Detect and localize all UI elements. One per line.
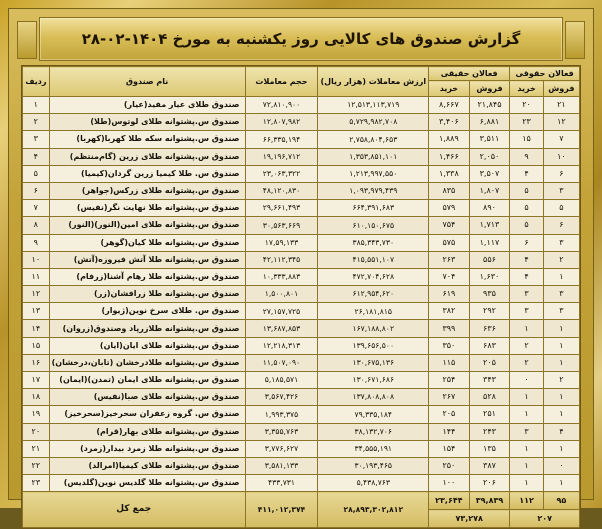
cell-volume: ۲۷,۱۵۷,۷۲۵: [245, 303, 318, 320]
cell-buy-real: ۶۱۹: [429, 286, 470, 303]
cell-volume: ۴۲,۱۱۲,۳۴۵: [245, 251, 318, 268]
cell-buy-legal: ۰: [510, 372, 543, 389]
table-group-header-row: [23, 67, 580, 81]
footer-total-label: جمع کل: [23, 492, 246, 528]
cell-row-no: ۲: [23, 114, 50, 131]
funds-table-wrapper: [21, 65, 581, 529]
cell-volume: ۵,۱۸۵,۵۷۱: [245, 372, 318, 389]
cell-sell-real: ۱,۱۱۷: [469, 234, 510, 251]
table-row: [23, 440, 580, 457]
cell-fund-name: صندوق س.پشتوانه طلا زمرد بیدار(زمرد): [49, 440, 245, 457]
cell-buy-real: ۱,۴۶۶: [429, 148, 470, 165]
table-row: [23, 320, 580, 337]
table-row: [23, 251, 580, 268]
cell-row-no: ۳: [23, 131, 50, 148]
cell-fund-name: صندوق س.پشتوانه طلای زرین (گام‌منتظم): [49, 148, 245, 165]
cell-volume: ۱۲,۸۰۷,۹۸۲: [245, 114, 318, 131]
cell-value: ۲,۷۵۸,۸۰۴,۶۵۳: [318, 131, 429, 148]
cell-row-no: ۲۰: [23, 423, 50, 440]
cell-value: ۳۸,۱۳۲,۷۰۶: [318, 423, 429, 440]
cell-sell-legal: ۱: [543, 440, 579, 457]
cell-volume: ۳,۳۵۵,۷۶۳: [245, 423, 318, 440]
cell-volume: ۱۱,۵۰۷,۰۹۰: [245, 354, 318, 371]
cell-sell-legal: ۱: [543, 320, 579, 337]
cell-sell-legal: ۷: [543, 131, 579, 148]
cell-sell-real: ۸۹۰: [469, 200, 510, 217]
cell-row-no: ۱۳: [23, 303, 50, 320]
cell-fund-name: صندوق س.پشتوانه طلادرخشان (تابان،درخشان): [49, 354, 245, 371]
cell-sell-real: ۳,۵۱۱: [469, 131, 510, 148]
cell-buy-legal: ۲: [510, 337, 543, 354]
cell-buy-legal: ۱: [510, 475, 543, 492]
cell-sell-legal: ۱: [543, 389, 579, 406]
cell-row-no: ۲۱: [23, 440, 50, 457]
cell-buy-real: ۱۰۰: [429, 475, 470, 492]
cell-row-no: ۱۶: [23, 354, 50, 371]
cell-buy-real: ۸۳۵: [429, 182, 470, 199]
cell-volume: ۴۳۳,۷۳۱: [245, 475, 318, 492]
cell-value: ۲۶,۱۸۱,۸۱۵: [318, 303, 429, 320]
footer-legal-total: ۲۰۷: [510, 510, 580, 528]
cell-fund-name: صندوق س. طلا کیمیا زرین گردان(کیمیا): [49, 165, 245, 182]
cell-fund-name: صندوق س.پشتوانه طلا زرافشان(زر): [49, 286, 245, 303]
cell-volume: ۲۹,۶۶۱,۴۹۳: [245, 200, 318, 217]
cell-sell-real: ۲۹۲: [469, 303, 510, 320]
cell-sell-real: ۳,۵۰۷: [469, 165, 510, 182]
cell-sell-legal: ۶: [543, 217, 579, 234]
cell-sell-real: ۵۲۸: [469, 389, 510, 406]
cell-row-no: ۵: [23, 165, 50, 182]
cell-buy-legal: ۱: [510, 320, 543, 337]
cell-value: ۱۳۰,۶۷۵,۱۳۶: [318, 354, 429, 371]
cell-buy-legal: ۳: [510, 423, 543, 440]
cell-buy-real: ۵۷۹: [429, 200, 470, 217]
cell-fund-name: صندوق س.پشتوانه سکه طلا کهربا(کهربا): [49, 131, 245, 148]
table-row: [23, 475, 580, 492]
header-sell-real: فروش: [469, 81, 510, 97]
cell-buy-legal: ۳: [510, 286, 543, 303]
cell-buy-legal: ۵: [510, 200, 543, 217]
cell-fund-name: صندوق س.پشتوانه طلازرپاد وصندوق(زروان): [49, 320, 245, 337]
header-buy-real: خرید: [429, 81, 470, 97]
table-row: [23, 148, 580, 165]
cell-fund-name: صندوق س.پشتوانه طلای صبا(نفیس): [49, 389, 245, 406]
cell-fund-name: صندوق س. طلای سرخ نوین(ژیوار): [49, 303, 245, 320]
cell-buy-real: ۲۶۷: [429, 389, 470, 406]
cell-sell-real: ۱,۷۱۳: [469, 217, 510, 234]
cell-value: ۱۳۷,۸۰۸,۸۰۸: [318, 389, 429, 406]
cell-fund-name: صندوق س.پشتوانه طلا رهام آشنا(زرفام): [49, 268, 245, 285]
table-row: [23, 303, 580, 320]
cell-fund-name: صندوق س.پشتوانه طلای لوتوس(طلا): [49, 114, 245, 131]
cell-fund-name: صندوق س.پشتوانه طلا نهایت نگر(نفیس): [49, 200, 245, 217]
table-row: [23, 114, 580, 131]
group-real: فعالان حقیقی: [429, 67, 510, 81]
cell-sell-legal: ۱: [543, 406, 579, 423]
table-row: [23, 268, 580, 285]
table-row: [23, 337, 580, 354]
ribbon-notch-left: [17, 21, 37, 59]
cell-value: ۶۶۴,۳۹۱,۶۸۳: [318, 200, 429, 217]
cell-sell-real: ۶۸۳: [469, 337, 510, 354]
cell-value: ۵,۷۲۹,۹۸۲,۷۰۸: [318, 114, 429, 131]
cell-sell-real: ۲۱,۸۴۵: [469, 97, 510, 114]
table-head: [23, 67, 580, 97]
table-row: [23, 217, 580, 234]
cell-sell-real: ۳۴۳: [469, 372, 510, 389]
cell-value: ۴۱۵,۵۵۱,۱۰۷: [318, 251, 429, 268]
cell-buy-legal: ۲: [510, 354, 543, 371]
cell-row-no: ۱: [23, 97, 50, 114]
group-legal: فعالان حقوقی: [510, 67, 580, 81]
cell-buy-legal: ۱: [510, 389, 543, 406]
cell-sell-legal: ۱: [543, 337, 579, 354]
cell-volume: ۳,۷۷۶,۶۲۷: [245, 440, 318, 457]
table-row: [23, 372, 580, 389]
cell-buy-real: ۲۵۴: [429, 372, 470, 389]
footer-sell-real: ۳۹,۸۳۹: [469, 492, 510, 510]
cell-buy-real: ۳۹۹: [429, 320, 470, 337]
cell-fund-name: صندوق س.پشتوانه طلای امین(النور)(النور): [49, 217, 245, 234]
cell-buy-real: ۳,۴۰۶: [429, 114, 470, 131]
cell-buy-real: ۳۵۰: [429, 337, 470, 354]
table-row: [23, 165, 580, 182]
cell-volume: ۳۰,۵۶۳,۶۶۹: [245, 217, 318, 234]
cell-buy-real: ۱,۸۸۹: [429, 131, 470, 148]
footer-buy-real: ۲۳,۶۴۴: [429, 492, 470, 510]
table-row: [23, 423, 580, 440]
cell-sell-real: ۲۰۶: [469, 475, 510, 492]
header-volume: حجم معاملات: [245, 67, 318, 97]
cell-sell-legal: ۲: [543, 251, 579, 268]
footer-value: ۲۸,۸۹۳,۳۰۲,۸۱۲: [318, 492, 429, 528]
cell-sell-real: ۶,۸۸۱: [469, 114, 510, 131]
cell-fund-name: صندوق س.پشتوانه طلا کیان(گوهر): [49, 234, 245, 251]
cell-row-no: ۱۰: [23, 251, 50, 268]
cell-sell-legal: ۴: [543, 423, 579, 440]
cell-fund-name: صندوق س.پشتوانه طلا آتش فیروزه(آتش): [49, 251, 245, 268]
cell-volume: ۲۳,۰۶۳,۳۲۲: [245, 165, 318, 182]
cell-buy-legal: ۱: [510, 457, 543, 474]
cell-row-no: ۹: [23, 234, 50, 251]
cell-value: ۳۸۵,۳۴۳,۷۳۰: [318, 234, 429, 251]
cell-row-no: ۱۱: [23, 268, 50, 285]
cell-sell-legal: ۳: [543, 286, 579, 303]
cell-buy-legal: ۴: [510, 165, 543, 182]
cell-volume: ۱۹,۱۹۶,۷۱۲: [245, 148, 318, 165]
cell-buy-legal: ۱: [510, 440, 543, 457]
cell-buy-real: ۷۵۴: [429, 217, 470, 234]
cell-buy-real: ۲۵۰: [429, 457, 470, 474]
cell-fund-name: صندوق س.پشتوانه طلای زرکس(جواهر): [49, 182, 245, 199]
cell-buy-real: ۱,۳۳۸: [429, 165, 470, 182]
cell-sell-legal: ۲۱: [543, 97, 579, 114]
ribbon-body: [39, 17, 563, 61]
table-row: [23, 457, 580, 474]
table-row: [23, 131, 580, 148]
cell-value: ۷۹,۳۳۵,۱۸۴: [318, 406, 429, 423]
cell-fund-name: صندوق س.پشتوانه طلای بهار(قرام): [49, 423, 245, 440]
cell-volume: ۱۷,۵۹,۱۳۳: [245, 234, 318, 251]
cell-row-no: ۱۴: [23, 320, 50, 337]
cell-value: ۶۱۰,۱۵۰,۶۷۵: [318, 217, 429, 234]
report-frame: [8, 8, 594, 523]
cell-sell-legal: ۳: [543, 303, 579, 320]
cell-sell-legal: ۱۰: [543, 148, 579, 165]
cell-buy-legal: ۱: [510, 406, 543, 423]
cell-sell-legal: ۱: [543, 354, 579, 371]
cell-sell-legal: ۱: [543, 475, 579, 492]
cell-buy-real: ۲۶۳: [429, 251, 470, 268]
cell-value: ۱۳۰,۶۷۱,۶۸۶: [318, 372, 429, 389]
cell-sell-real: ۱,۸۰۷: [469, 182, 510, 199]
cell-row-no: ۱۵: [23, 337, 50, 354]
cell-buy-legal: ۱۵: [510, 131, 543, 148]
cell-row-no: ۱۲: [23, 286, 50, 303]
cell-volume: ۱,۹۹۳,۳۷۵: [245, 406, 318, 423]
cell-volume: ۳,۵۶۷,۴۲۶: [245, 389, 318, 406]
cell-buy-legal: ۲۳: [510, 114, 543, 131]
cell-buy-legal: ۵: [510, 182, 543, 199]
cell-buy-real: ۵۷۵: [429, 234, 470, 251]
cell-buy-legal: ۳: [510, 303, 543, 320]
cell-sell-real: ۲۵۱: [469, 406, 510, 423]
cell-buy-real: ۱۵۴: [429, 440, 470, 457]
cell-value: ۴۷۲,۷۰۴,۶۲۸: [318, 268, 429, 285]
cell-buy-legal: ۶: [510, 234, 543, 251]
cell-sell-legal: ۱۲: [543, 114, 579, 131]
cell-sell-real: ۳۸۷: [469, 457, 510, 474]
header-row-no: ردیف: [23, 67, 50, 97]
table-row: [23, 286, 580, 303]
cell-fund-name: صندوق س.پشتوانه طلای ایان(ایان): [49, 337, 245, 354]
cell-value: ۶۱۲,۹۵۴,۶۲۰: [318, 286, 429, 303]
header-buy-legal: خرید: [510, 81, 543, 97]
cell-row-no: ۱۷: [23, 372, 50, 389]
cell-value: ۱,۲۱۳,۹۹۷,۵۵۰: [318, 165, 429, 182]
table-foot: [23, 492, 580, 528]
header-sell-legal: فروش: [543, 81, 579, 97]
cell-buy-legal: ۵: [510, 217, 543, 234]
cell-sell-real: ۲۰۵: [469, 354, 510, 371]
cell-row-no: ۲۳: [23, 475, 50, 492]
table-row: [23, 200, 580, 217]
cell-buy-real: ۷۰۴: [429, 268, 470, 285]
cell-fund-name: صندوق س.پشتوانه طلا گلدیس نوین(گلدیس): [49, 475, 245, 492]
cell-fund-name: صندوق طلای عیار مفید(عیار): [49, 97, 245, 114]
cell-buy-real: ۳۸۲: [429, 303, 470, 320]
cell-row-no: ۶: [23, 182, 50, 199]
table-row: [23, 354, 580, 371]
cell-buy-legal: ۴: [510, 251, 543, 268]
cell-volume: ۶۶,۳۳۵,۱۹۴: [245, 131, 318, 148]
cell-buy-real: ۱۱۵: [429, 354, 470, 371]
cell-value: ۳۴,۵۵۵,۱۹۱: [318, 440, 429, 457]
cell-value: ۱,۰۹۳,۹۷۹,۴۳۹: [318, 182, 429, 199]
cell-sell-legal: ۱: [543, 268, 579, 285]
header-value: ارزش معاملات (هزار ریال): [318, 67, 429, 97]
cell-sell-legal: ۶: [543, 165, 579, 182]
cell-volume: ۷۲,۸۱۰,۹۰۰: [245, 97, 318, 114]
funds-table: [22, 66, 580, 528]
cell-fund-name: صندوق س. گروه زعفران سحرخیز(سحرخیز): [49, 406, 245, 423]
cell-sell-legal: ۳: [543, 234, 579, 251]
cell-volume: ۱۰,۳۳۳,۸۸۳: [245, 268, 318, 285]
table-body: [23, 97, 580, 492]
table-row: [23, 97, 580, 114]
cell-fund-name: صندوق س.پشتوانه طلای کیمیا(امرالد): [49, 457, 245, 474]
cell-buy-real: ۸,۶۶۷: [429, 97, 470, 114]
table-row: [23, 234, 580, 251]
footer-sell-legal: ۹۵: [543, 492, 579, 510]
footer-volume: ۴۱۱,۰۱۲,۳۷۴: [245, 492, 318, 528]
cell-sell-legal: ۰: [543, 457, 579, 474]
title-ribbon: [39, 17, 563, 61]
cell-buy-legal: ۴: [510, 268, 543, 285]
cell-volume: ۳,۵۸۱,۱۳۳: [245, 457, 318, 474]
cell-sell-real: ۶۳۶: [469, 320, 510, 337]
cell-row-no: ۸: [23, 217, 50, 234]
cell-buy-real: ۲۰۵: [429, 406, 470, 423]
table-row: [23, 406, 580, 423]
cell-row-no: ۴: [23, 148, 50, 165]
cell-buy-legal: ۲۰: [510, 97, 543, 114]
cell-volume: ۱۲,۲۱۸,۳۱۳: [245, 337, 318, 354]
cell-row-no: ۱۹: [23, 406, 50, 423]
cell-row-no: ۷: [23, 200, 50, 217]
cell-sell-legal: ۳: [543, 182, 579, 199]
table-row: [23, 182, 580, 199]
footer-buy-legal: ۱۱۲: [510, 492, 543, 510]
footer-row-1: [23, 492, 580, 510]
cell-row-no: ۱۸: [23, 389, 50, 406]
ribbon-notch-right: [565, 21, 585, 59]
cell-buy-real: ۱۴۴: [429, 423, 470, 440]
table-row: [23, 389, 580, 406]
cell-sell-real: ۱,۶۳۰: [469, 268, 510, 285]
cell-value: ۵,۴۳۸,۷۶۳: [318, 475, 429, 492]
cell-volume: ۱,۵۰۰,۸۰۱: [245, 286, 318, 303]
page-title: گزارش صندوق های کالایی روز یکشنبه به مورخ ۱۴۰۴-۰۲-۲۸: [81, 30, 521, 48]
cell-fund-name: صندوق س.پشتوانه طلای ایمان (تمدن)(ایمان): [49, 372, 245, 389]
cell-buy-legal: ۹: [510, 148, 543, 165]
cell-volume: ۱۳,۶۸۷,۸۵۳: [245, 320, 318, 337]
cell-value: ۳۰,۱۹۳,۴۶۵: [318, 457, 429, 474]
cell-sell-real: ۹۳۵: [469, 286, 510, 303]
cell-value: ۱۲,۵۱۳,۱۱۳,۷۱۹: [318, 97, 429, 114]
cell-sell-real: ۲,۰۵۰: [469, 148, 510, 165]
cell-value: ۱۳۹,۶۵۶,۵۰۰: [318, 337, 429, 354]
cell-row-no: ۲۲: [23, 457, 50, 474]
cell-sell-legal: ۵: [543, 200, 579, 217]
cell-sell-legal: ۲: [543, 372, 579, 389]
footer-real-total: ۷۳,۲۷۸: [429, 510, 510, 528]
cell-sell-real: ۱۳۵: [469, 440, 510, 457]
cell-volume: ۴۸,۱۲۰,۸۳۰: [245, 182, 318, 199]
cell-value: ۱,۳۵۳,۸۵۱,۱۰۱: [318, 148, 429, 165]
cell-value: ۱۶۷,۱۸۸,۸۰۲: [318, 320, 429, 337]
header-fund-name: نام صندوق: [49, 67, 245, 97]
cell-sell-real: ۲۴۳: [469, 423, 510, 440]
cell-sell-real: ۵۵۶: [469, 251, 510, 268]
